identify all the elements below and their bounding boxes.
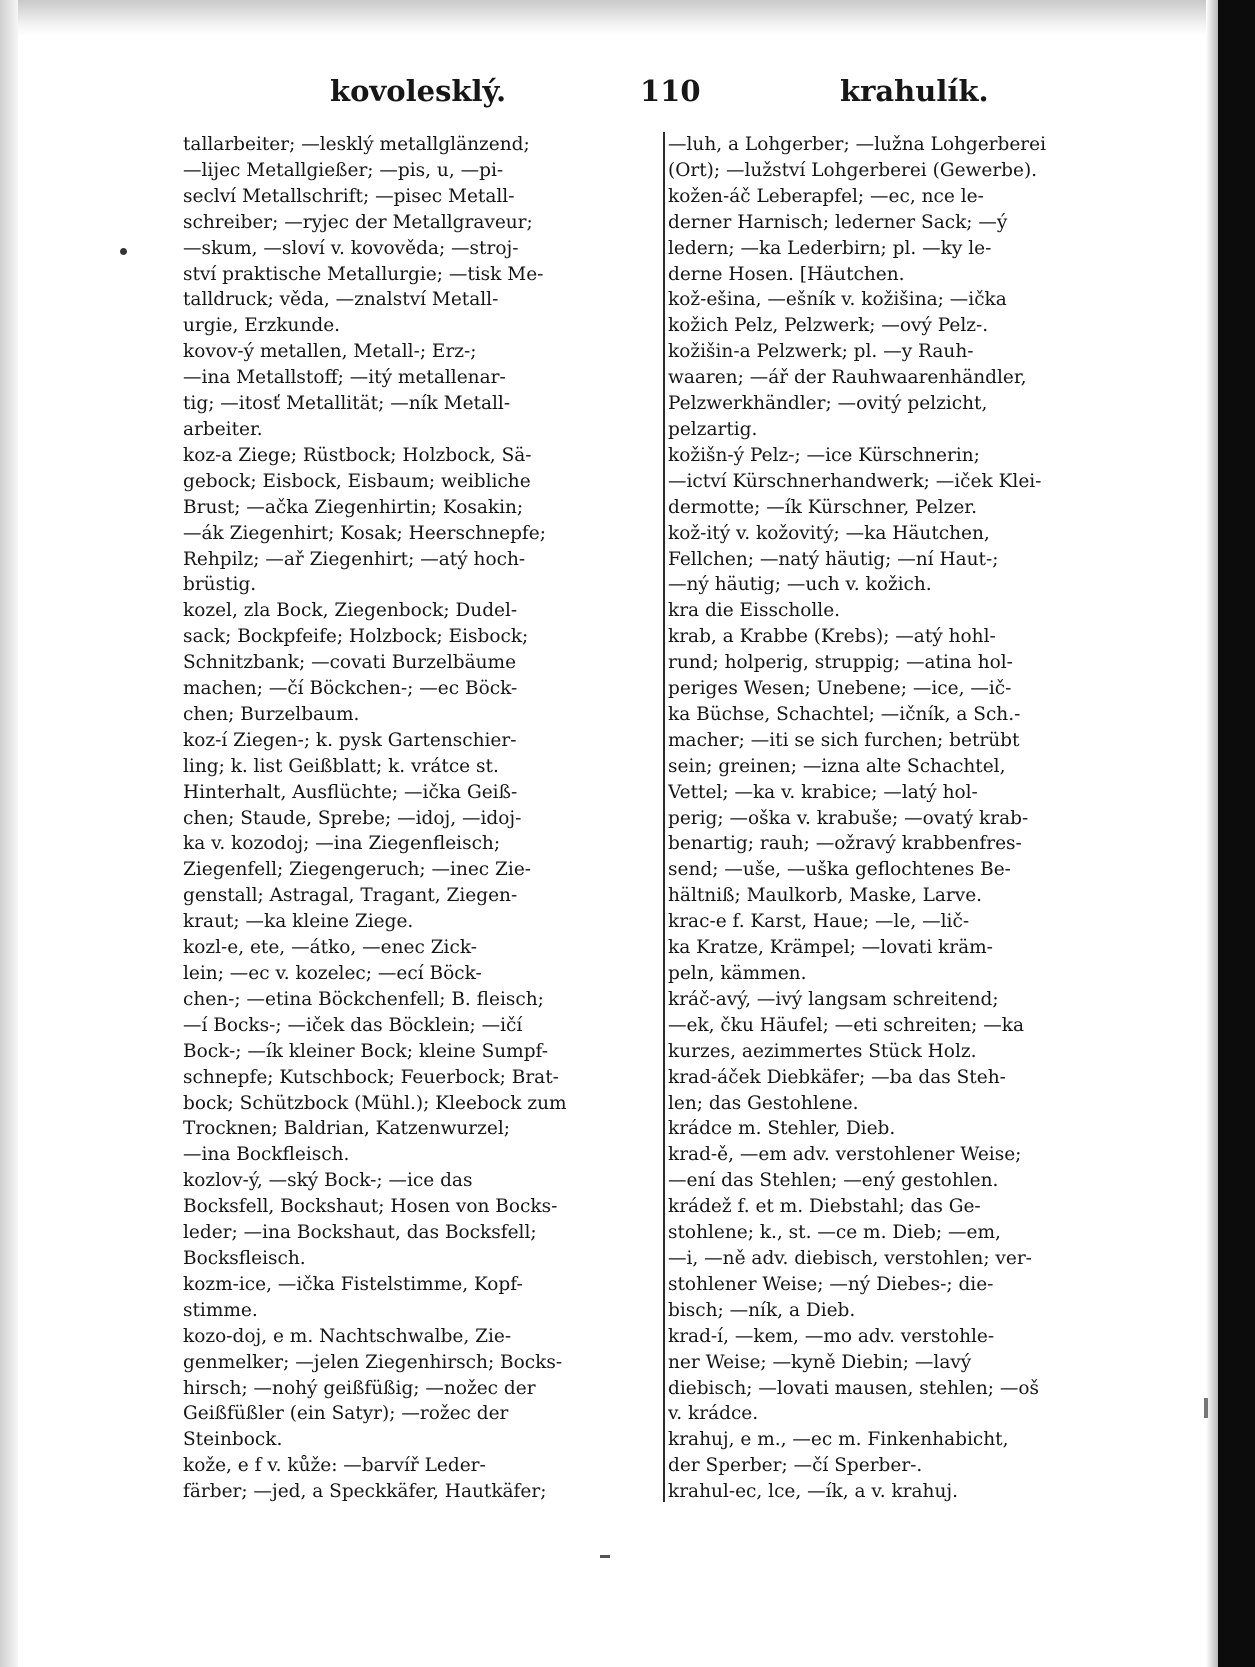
dictionary-line: —ení das Stehlen; —ený gestohlen.	[668, 1170, 999, 1192]
scan-top-shadow	[0, 0, 1255, 36]
dictionary-line: krahul-ec, lce, —ík, a v. krahuj.	[668, 1481, 958, 1503]
dictionary-line: ka Kratze, Krämpel; —lovati kräm-	[668, 937, 993, 959]
right-guide-word: krahulík.	[840, 74, 989, 108]
dictionary-line: ledern; —ka Lederbirn; pl. —ky le-	[668, 237, 992, 259]
dictionary-line: krad-áček Diebkäfer; —ba das Steh-	[668, 1066, 1006, 1088]
dictionary-line: Bocksfell, Bockshaut; Hosen von Bocks-	[183, 1196, 558, 1218]
dictionary-line: talldruck; věda, —znalství Metall-	[183, 289, 499, 311]
dictionary-line: —ina Bockfleisch.	[183, 1144, 350, 1166]
dictionary-line: perig; —oška v. krabuše; —ovatý krab-	[668, 807, 1029, 829]
dictionary-line: urgie, Erzkunde.	[183, 315, 341, 337]
dictionary-line: kraut; —ka kleine Ziege.	[183, 911, 414, 933]
dictionary-line: Schnitzbank; —covati Burzelbäume	[183, 652, 517, 674]
dictionary-line: Pelzwerkhändler; —ovitý pelzicht,	[668, 393, 988, 415]
column-divider	[663, 132, 665, 1502]
dictionary-line: kozm-ice, —ička Fistelstimme, Kopf-	[183, 1273, 523, 1295]
dictionary-line: Bock-; —ík kleiner Bock; kleine Sumpf-	[183, 1040, 548, 1062]
dictionary-line: —luh, a Lohgerber; —lužna Lohgerberei	[668, 134, 1047, 155]
dictionary-line: kozlov-ý, —ský Bock-; —ice das	[183, 1170, 473, 1192]
facing-page-edge	[1218, 0, 1255, 1667]
dictionary-line: kož-ešina, —ešník v. kožišina; —ička	[668, 289, 1007, 311]
dictionary-line: kozl-e, ete, —átko, —enec Zick-	[183, 937, 477, 959]
dictionary-line: chen; Burzelbaum.	[183, 703, 360, 725]
dictionary-line: ner Weise; —kyně Diebin; —lavý	[668, 1351, 972, 1373]
dictionary-line: rund; holperig, struppig; —atina hol-	[668, 652, 1013, 674]
dictionary-line: —ina Metallstoff; —itý metallenar-	[183, 367, 506, 389]
dictionary-line: diebisch; —lovati mausen, stehlen; —oš	[668, 1377, 1040, 1399]
dictionary-line: bisch; —ník, a Dieb.	[668, 1299, 856, 1321]
dictionary-line: peln, kämmen.	[668, 963, 807, 984]
dictionary-line: machen; —čí Böckchen-; —ec Böck-	[183, 678, 518, 700]
dictionary-line: kra die Eisscholle.	[668, 600, 841, 622]
dictionary-line: kožišin-a Pelzwerk; pl. —y Rauh-	[668, 341, 974, 363]
right-column	[668, 132, 1146, 1632]
dictionary-line: genstall; Astragal, Tragant, Ziegen-	[183, 885, 518, 907]
ink-speck	[120, 248, 127, 255]
dictionary-line: —ek, čku Häufel; —eti schreiten; —ka	[668, 1014, 1024, 1036]
dictionary-line: Hinterhalt, Ausflüchte; —ička Geiß-	[183, 781, 518, 803]
dictionary-line: färber; —jed, a Speckkäfer, Hautkäfer;	[183, 1481, 547, 1503]
dictionary-line: schreiber; —ryjec der Metallgraveur;	[183, 211, 533, 233]
dictionary-line: arbeiter.	[183, 418, 263, 440]
dictionary-line: —ictví Kürschnerhandwerk; —iček Klei-	[668, 470, 1042, 492]
dictionary-line: kožich Pelz, Pelzwerk; —ový Pelz-.	[668, 315, 989, 337]
dictionary-line: kozel, zla Bock, Ziegenbock; Dudel-	[183, 600, 518, 622]
dictionary-line: Ziegenfell; Ziegengeruch; —inec Zie-	[183, 859, 532, 881]
dictionary-line: krádež f. et m. Diebstahl; das Ge-	[668, 1196, 981, 1218]
dictionary-line: Trocknen; Baldrian, Katzenwurzel;	[183, 1118, 510, 1140]
dictionary-line: stimme.	[183, 1299, 258, 1321]
dictionary-line: kráč-avý, —ivý langsam schreitend;	[668, 988, 999, 1010]
dictionary-line: tig; —itosť Metallität; —ník Metall-	[183, 393, 511, 415]
dictionary-line: —í Bocks-; —iček das Böcklein; —ičí	[183, 1014, 523, 1036]
left-guide-word: kovolesklý.	[330, 74, 507, 108]
dictionary-line: ství praktische Metallurgie; —tisk Me-	[183, 263, 544, 285]
dictionary-line: sack; Bockpfeife; Holzbock; Eisbock;	[183, 626, 529, 648]
dictionary-line: —i, —ně adv. diebisch, verstohlen; ver-	[668, 1247, 1032, 1269]
page-header	[330, 74, 989, 120]
dictionary-line: sein; greinen; —izna alte Schachtel,	[668, 755, 1006, 777]
dictionary-line: tallarbeiter; —lesklý metallglänzend;	[183, 134, 530, 155]
dictionary-line: krad-ě, —em adv. verstohlener Weise;	[668, 1144, 1022, 1166]
dictionary-line: krad-í, —kem, —mo adv. verstohle-	[668, 1325, 995, 1347]
dictionary-line: chen; Staude, Sprebe; —idoj, —idoj-	[183, 807, 522, 829]
dictionary-line: kožišn-ý Pelz-; —ice Kürschnerin;	[668, 444, 980, 466]
dictionary-line: bock; Schützbock (Mühl.); Kleebock zum	[183, 1092, 567, 1114]
dictionary-line: dermotte; —ík Kürschner, Pelzer.	[668, 496, 977, 518]
dictionary-line: der Sperber; —čí Sperber-.	[668, 1455, 923, 1477]
dictionary-line: kože, e f v. kůže: —barvíř Leder-	[183, 1455, 486, 1477]
dictionary-line: koz-í Ziegen-; k. pysk Gartenschier-	[183, 729, 517, 751]
dictionary-line: periges Wesen; Unebene; —ice, —ič-	[668, 678, 1012, 700]
dictionary-line: Brust; —ačka Ziegenhirtin; Kosakin;	[183, 496, 524, 518]
dictionary-line: pelzartig.	[668, 418, 758, 440]
ink-speck	[1204, 1398, 1208, 1418]
dictionary-line: Steinbock.	[183, 1429, 283, 1451]
page-number: 110	[640, 74, 701, 108]
dictionary-line: —skum, —sloví v. kovověda; —stroj-	[183, 237, 519, 259]
dictionary-line: brüstig.	[183, 574, 257, 596]
dictionary-line: —ný häutig; —uch v. kožich.	[668, 574, 932, 596]
dictionary-line: benartig; rauh; —ožravý krabbenfres-	[668, 833, 1022, 855]
dictionary-line: ling; k. list Geißblatt; k. vrátce st.	[183, 755, 499, 777]
dictionary-line: schnepfe; Kutschbock; Feuerbock; Brat-	[183, 1066, 559, 1088]
dictionary-line: krac-e f. Karst, Haue; —le, —lič-	[668, 911, 970, 933]
dictionary-line: send; —uše, —uška geflochtenes Be-	[668, 859, 1011, 881]
dictionary-line: stohlener Weise; —ný Diebes-; die-	[668, 1273, 994, 1295]
ink-speck	[600, 1555, 610, 1558]
dictionary-line: len; das Gestohlene.	[668, 1092, 859, 1114]
dictionary-line: —lijec Metallgießer; —pis, u, —pi-	[183, 159, 504, 181]
dictionary-line: Vettel; —ka v. krabice; —latý hol-	[668, 781, 978, 803]
dictionary-line: Rehpilz; —ař Ziegenhirt; —atý hoch-	[183, 548, 526, 570]
dictionary-line: krádce m. Stehler, Dieb.	[668, 1118, 896, 1140]
dictionary-line: ka Büchse, Schachtel; —ičník, a Sch.-	[668, 703, 1021, 725]
dictionary-line: kož-itý v. kožovitý; —ka Häutchen,	[668, 522, 990, 544]
dictionary-line: (Ort); —lužství Lohgerberei (Gewerbe).	[668, 159, 1038, 181]
dictionary-line: kožen-áč Leberapfel; —ec, nce le-	[668, 185, 984, 207]
dictionary-line: krahuj, e m., —ec m. Finkenhabicht,	[668, 1429, 1009, 1451]
dictionary-line: seclví Metallschrift; —pisec Metall-	[183, 185, 515, 207]
dictionary-line: Fellchen; —natý häutig; —ní Haut-;	[668, 548, 999, 570]
dictionary-line: waaren; —ář der Rauhwaarenhändler,	[668, 367, 1027, 389]
dictionary-line: derne Hosen. [Häutchen.	[668, 263, 905, 285]
dictionary-line: hältniß; Maulkorb, Maske, Larve.	[668, 885, 983, 907]
dictionary-line: kovov-ý metallen, Metall-; Erz-;	[183, 341, 477, 363]
left-column	[183, 132, 661, 1632]
dictionary-line: macher; —iti se sich furchen; betrübt	[668, 729, 1020, 751]
dictionary-line: kozo-doj, e m. Nachtschwalbe, Zie-	[183, 1325, 512, 1347]
dictionary-line: koz-a Ziege; Rüstbock; Holzbock, Sä-	[183, 444, 532, 466]
dictionary-line: lein; —ec v. kozelec; —ecí Böck-	[183, 963, 482, 984]
dictionary-line: hirsch; —nohý geißfüßig; —nožec der	[183, 1377, 536, 1399]
dictionary-line: ka v. kozodoj; —ina Ziegenfleisch;	[183, 833, 501, 855]
dictionary-line: Bocksfleisch.	[183, 1247, 306, 1269]
dictionary-line: leder; —ina Bockshaut, das Bocksfell;	[183, 1222, 537, 1244]
dictionary-line: chen-; —etina Böckchenfell; B. fleisch;	[183, 988, 544, 1010]
dictionary-line: stohlene; k., st. —ce m. Dieb; —em,	[668, 1222, 1001, 1244]
dictionary-line: derner Harnisch; lederner Sack; —ý	[668, 211, 1008, 233]
dictionary-line: v. krádce.	[668, 1403, 759, 1425]
dictionary-line: Geißfüßler (ein Satyr); —rožec der	[183, 1403, 509, 1425]
page-binding-edge	[0, 0, 18, 1667]
dictionary-line: genmelker; —jelen Ziegenhirsch; Bocks-	[183, 1351, 563, 1373]
dictionary-line: kurzes, aezimmertes Stück Holz.	[668, 1040, 977, 1062]
dictionary-line: —ák Ziegenhirt; Kosak; Heerschnepfe;	[183, 522, 546, 544]
dictionary-line: krab, a Krabbe (Krebs); —atý hohl-	[668, 626, 996, 648]
dictionary-line: gebock; Eisbock, Eisbaum; weibliche	[183, 470, 531, 492]
